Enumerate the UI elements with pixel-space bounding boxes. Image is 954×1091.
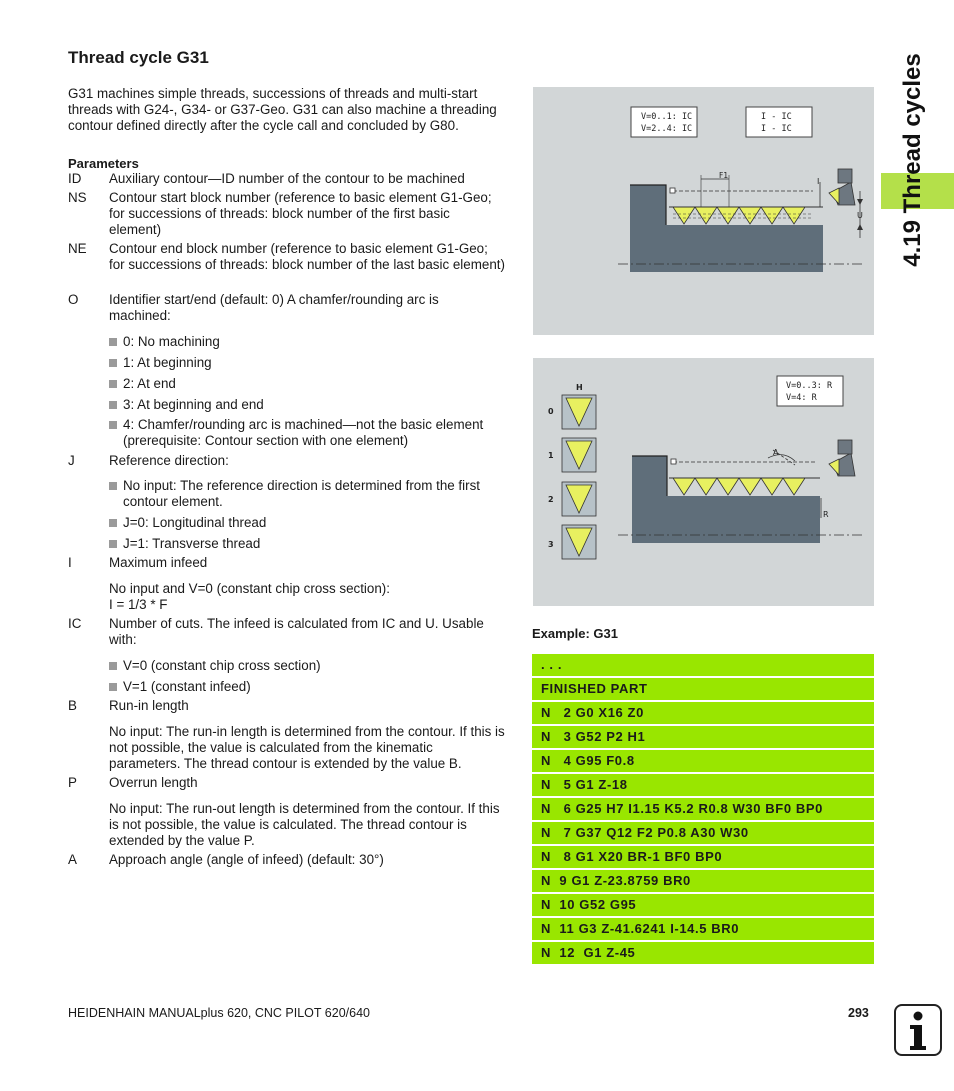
option-item: 3: At beginning and end [109,397,499,413]
option-item: No input: The reference direction is determined from the first contour element. [109,478,499,510]
infeed-mode-line-2: V=2..4: IC [641,124,693,134]
param-key: ID [68,171,82,186]
label-f1: F1 [719,171,729,180]
infeed-mode-line-1: V=0..1: IC [641,112,693,122]
param-key: A [68,852,77,867]
code-line: N 7 G37 Q12 F2 P0.8 A30 W30 [532,822,874,844]
bullet-square-icon [109,421,117,429]
label-a: A [773,448,779,457]
thread-cycle-figure-1 [533,87,874,335]
code-line: N 11 G3 Z-41.6241 I-14.5 BR0 [532,918,874,940]
option-item: J=1: Transverse thread [109,536,499,552]
code-line: FINISHED PART [532,678,874,700]
info-icon [894,1004,942,1056]
r-mode-line-2: V=4: R [786,393,817,403]
code-line: N 2 G0 X16 Z0 [532,702,874,724]
option-item: 2: At end [109,376,499,392]
param-key: J [68,453,75,468]
code-line: N 10 G52 G95 [532,894,874,916]
param-key: NS [68,190,87,205]
param-desc: Contour end block number (reference to basic element G1-Geo; for successions of threads: block number of the last basic element) [109,241,505,272]
parameters-heading: Parameters [68,156,139,171]
param-key: I [68,555,72,570]
infeed-ref-line-1: I - IC [761,112,792,122]
code-line: N 6 G25 H7 I1.15 K5.2 R0.8 W30 BF0 BP0 [532,798,874,820]
h-value: 3 [548,540,554,549]
param-desc: Run-in length [109,698,189,713]
param-note: No input: The run-out length is determined from the contour. If this is not possible, the value is calculated. The thread contour is extended by the value P. [109,801,500,848]
thread-cycle-figure-2 [533,358,874,606]
infeed-type-diagram [533,358,874,606]
option-item: 4: Chamfer/rounding arc is machined—not the basic element (prerequisite: Contour section with one element) [109,417,499,449]
h-value: 0 [548,407,554,416]
section-title-vertical: 4.19 Thread cycles [899,53,926,267]
intro-paragraph: G31 machines simple threads, successions of threads and multi-start threads with G24-, G34- or G37-Geo. G31 can also machine a threading contour defined directly after the cycle call and concluded by G80. [68,86,497,133]
code-line: N 5 G1 Z-18 [532,774,874,796]
bullet-square-icon [109,683,117,691]
infeed-ref-line-2: I - IC [761,124,792,134]
param-key: O [68,292,79,307]
example-heading: Example: G31 [532,626,618,641]
bullet-square-icon [109,380,117,388]
bullet-square-icon [109,519,117,527]
param-desc: Overrun length [109,775,198,790]
param-note: No input: The run-in length is determined from the contour. If this is not possible, the value is calculated from the kinematic parameters. The thread contour is extended by the value B. [109,724,505,771]
option-item: J=0: Longitudinal thread [109,515,499,531]
code-line: N 12 G1 Z-45 [532,942,874,964]
h-value: 1 [548,451,554,460]
param-desc: Maximum infeed [109,555,208,570]
code-line: . . . [532,654,874,676]
label-h: H [576,383,583,392]
bullet-square-icon [109,338,117,346]
code-line: N 4 G95 F0.8 [532,750,874,772]
param-desc: Reference direction: [109,453,229,468]
param-desc: Approach angle (angle of infeed) (default: 30°) [109,852,384,867]
code-line: N 3 G52 P2 H1 [532,726,874,748]
bullet-square-icon [109,540,117,548]
param-note: I = 1/3 * F [109,597,168,612]
label-u: U [857,211,863,220]
option-item: V=0 (constant chip cross section) [109,658,499,674]
code-line: N 8 G1 X20 BR-1 BF0 BP0 [532,846,874,868]
bullet-square-icon [109,401,117,409]
param-desc: Auxiliary contour—ID number of the contour to be machined [109,171,465,186]
bullet-square-icon [109,482,117,490]
bullet-square-icon [109,359,117,367]
code-line: N 9 G1 Z-23.8759 BR0 [532,870,874,892]
option-item: 1: At beginning [109,355,499,371]
thread-infeed-diagram [533,87,874,335]
param-key: P [68,775,77,790]
footer-text: HEIDENHAIN MANUALplus 620, CNC PILOT 620/640 [68,1006,370,1020]
param-key: B [68,698,77,713]
param-desc: Identifier start/end (default: 0) A chamfer/rounding arc is machined: [109,292,439,323]
param-key: NE [68,241,87,256]
label-i: I [817,177,820,186]
param-key: IC [68,616,82,631]
param-desc: Number of cuts. The infeed is calculated from IC and U. Usable with: [109,616,484,647]
page-title: Thread cycle G31 [68,48,209,67]
bullet-square-icon [109,662,117,670]
page-number: 293 [848,1006,869,1020]
r-mode-line-1: V=0..3: R [786,381,833,391]
option-item: V=1 (constant infeed) [109,679,499,695]
label-r: R [823,510,829,519]
param-note: No input and V=0 (constant chip cross section): [109,581,390,596]
h-value: 2 [548,495,554,504]
param-desc: Contour start block number (reference to basic element G1-Geo; for successions of threads: block number of the first basic element) [109,190,492,237]
option-item: 0: No machining [109,334,499,350]
